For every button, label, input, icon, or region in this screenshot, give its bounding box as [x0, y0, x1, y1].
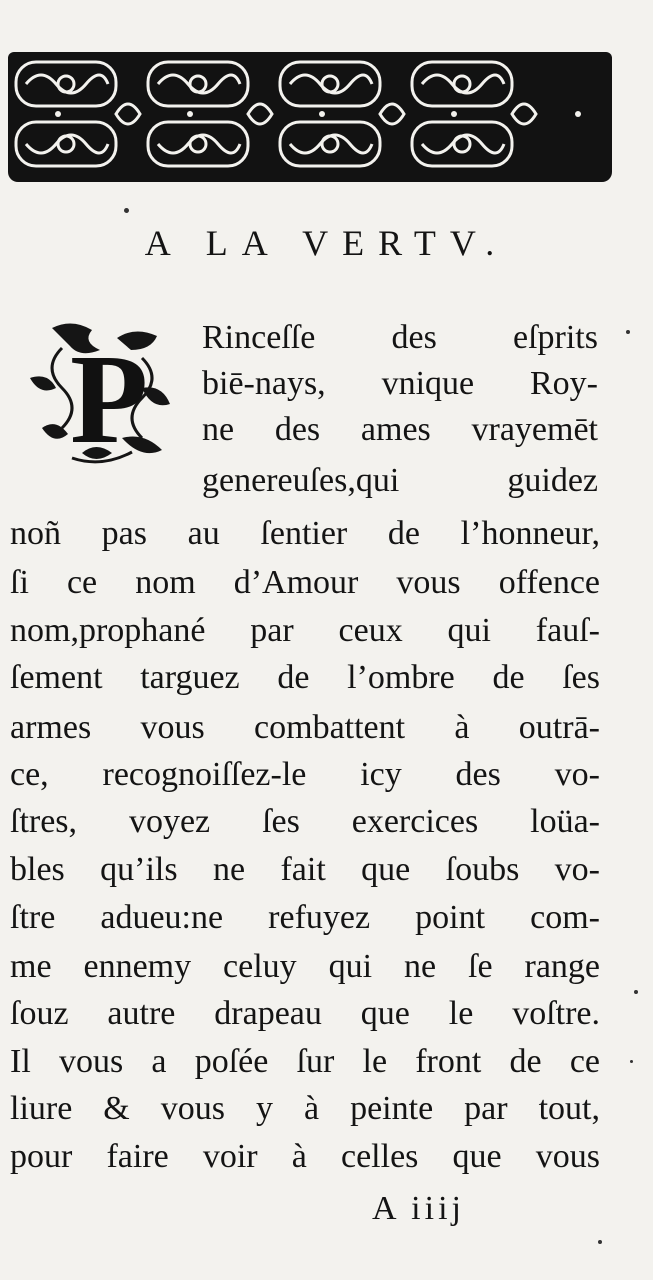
text-line: nom,prophané par ceux qui fauſ- — [10, 612, 600, 649]
ink-speck — [626, 330, 630, 334]
decorated-initial — [22, 318, 178, 472]
text-line: ſtre adueu:ne refuyez point com- — [10, 899, 600, 936]
page-heading: A LA VERTV. — [144, 223, 509, 263]
text-line: me ennemy celuy qui ne ſe range — [10, 948, 600, 985]
text-line: ce, recognoiſſez-le icy des vo- — [10, 756, 600, 793]
drop-cap-letter: P — [70, 328, 149, 470]
text-line: Il vous a poſée ſur le front de ce — [10, 1043, 600, 1080]
text-line: bles qu’ils ne fait que ſoubs vo- — [10, 851, 600, 888]
text-line: armes vous combattent à outrā- — [10, 709, 600, 746]
text-line: Rinceſſe des eſprits — [202, 319, 598, 356]
text-line: pour faire voir à celles que vous — [10, 1138, 600, 1175]
ink-speck — [634, 990, 638, 994]
text-line: genereuſes,qui guidez — [202, 462, 598, 499]
text-line: ſouz autre drapeau que le voſtre. — [10, 995, 600, 1032]
ink-speck — [598, 1240, 602, 1244]
text-line: noñ pas au ſentier de l’honneur, — [10, 515, 600, 552]
text-line: ne des ames vrayemēt — [202, 411, 598, 448]
ink-speck — [124, 208, 129, 213]
text-line: liure & vous y à peinte par tout, — [10, 1090, 600, 1127]
signature-mark: A iiij — [372, 1190, 465, 1227]
text-line: biē-nays, vnique Roy- — [202, 365, 598, 402]
ink-speck — [630, 1060, 633, 1063]
text-line: ſement targuez de l’ombre de ſes — [10, 659, 600, 696]
text-line: ſtres, voyez ſes exercices loüa- — [10, 803, 600, 840]
text-line: ſi ce nom d’Amour vous offence — [10, 564, 600, 601]
ornamental-headpiece — [8, 52, 612, 182]
